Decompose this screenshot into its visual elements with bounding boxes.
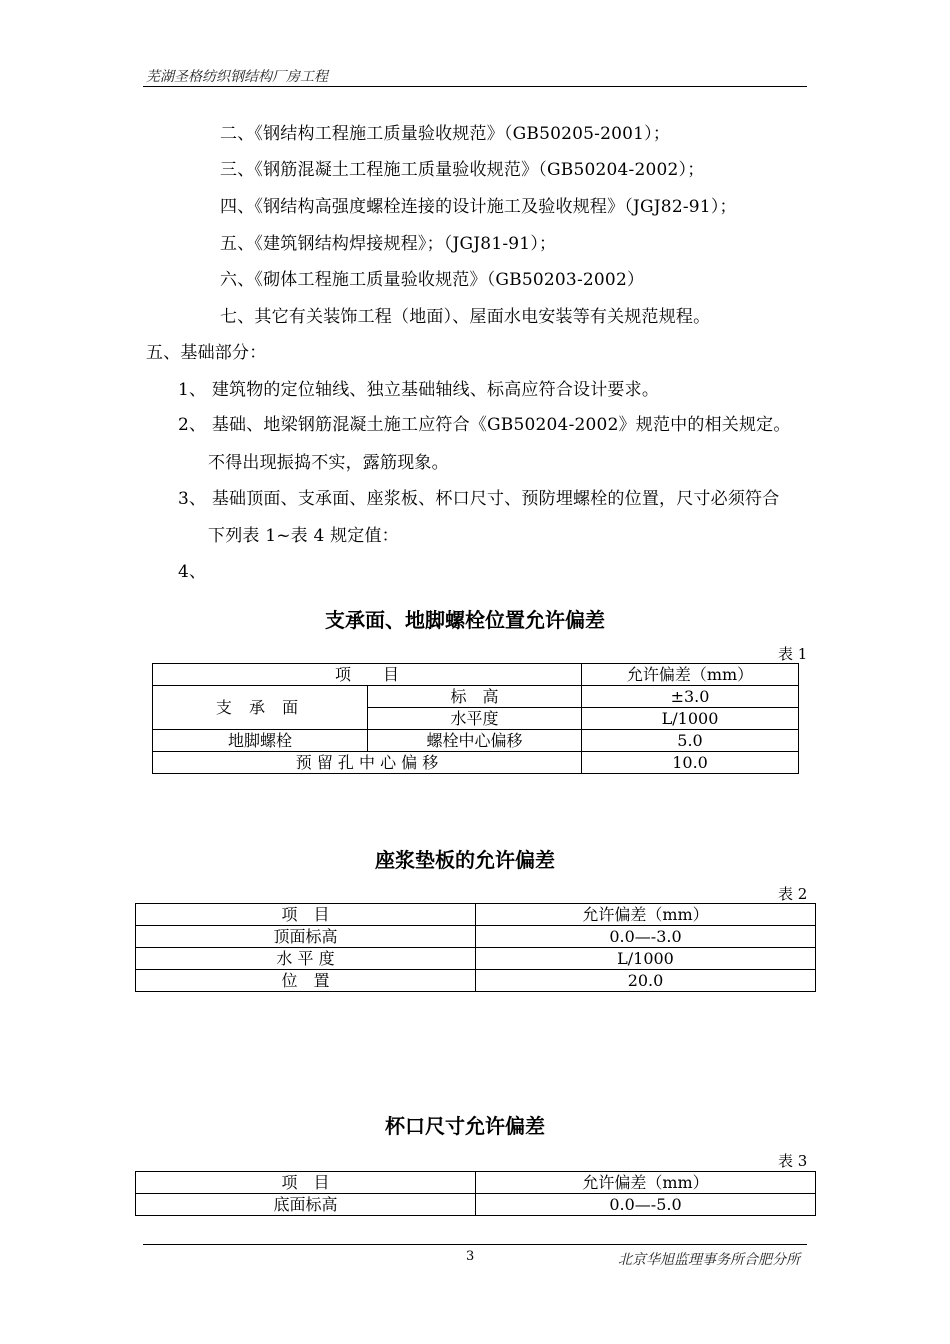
table1-header-value: 允许偏差（mm） [582,664,799,686]
table-cell-label: 水 平 度 [136,948,476,970]
footer-divider [143,1244,807,1245]
body-line-5: 六、《砌体工程施工质量验收规范》（GB50203-2002） [220,270,645,290]
body-item-4: 4、 [178,562,207,582]
table-cell-value: 0.0—-3.0 [476,926,816,948]
table-cell-label: 地脚螺栓 [153,730,368,752]
table2-header-item: 项 目 [136,904,476,926]
table1-header-item: 项 目 [153,664,582,686]
table-row [153,730,799,752]
table3-caption: 表 3 [778,1152,808,1170]
body-item-3: 3、 基础顶面、支承面、座浆板、杯口尺寸、预防埋螺栓的位置，尺寸必须符合 [178,489,780,509]
table3 [135,1171,816,1216]
footer-organization: 北京华旭监理事务所合肥分所 [618,1252,800,1268]
table-cell-value: L/1000 [582,708,799,730]
table-cell-label: 预 留 孔 中 心 偏 移 [153,752,582,774]
table-cell-value: 20.0 [476,970,816,992]
table3-header-item: 项 目 [136,1172,476,1194]
table-cell-sub: 标 高 [368,686,582,708]
table1-header-row [153,664,799,686]
table1 [152,663,799,774]
body-item-1: 1、 建筑物的定位轴线、独立基础轴线、标高应符合设计要求。 [178,380,660,400]
table2-caption: 表 2 [778,885,808,903]
table3-header-row [136,1172,816,1194]
table3-title: 杯口尺寸允许偏差 [385,1114,545,1138]
table1-group-label: 支 承 面 [153,686,368,730]
table-row [153,686,799,708]
table3-header-value: 允许偏差（mm） [476,1172,816,1194]
table-cell-sub: 水平度 [368,708,582,730]
header-divider [143,86,807,87]
body-item-3-cont: 下列表 1~表 4 规定值： [208,526,399,546]
table-cell-value: L/1000 [476,948,816,970]
body-item-2: 2、 基础、地梁钢筋混凝土施工应符合《GB50204-2002》规范中的相关规定。 [178,415,791,435]
table1-caption: 表 1 [778,645,808,663]
table-row [136,970,816,992]
table-cell-sub: 螺栓中心偏移 [368,730,582,752]
body-line-1: 二、《钢结构工程施工质量验收规范》（GB50205-2001）； [220,124,671,144]
table2-header-value: 允许偏差（mm） [476,904,816,926]
body-line-6: 七、其它有关装饰工程（地面）、屋面水电安装等有关规范规程。 [220,307,711,327]
page-number: 3 [466,1249,475,1264]
table-row [136,948,816,970]
section-heading-foundation: 五、基础部分： [146,343,267,363]
table-cell-label: 位 置 [136,970,476,992]
table2-title: 座浆垫板的允许偏差 [375,848,555,872]
table-row [136,926,816,948]
table-cell-label: 底面标高 [136,1194,476,1216]
table-cell-value: 10.0 [582,752,799,774]
header-project-name: 芜湖圣格纺织钢结构厂房工程 [146,69,328,85]
table-cell-value: ±3.0 [582,686,799,708]
table-cell-label: 顶面标高 [136,926,476,948]
table2-header-row [136,904,816,926]
body-item-2-cont: 不得出现振捣不实，露筋现象。 [208,453,449,473]
table-row [136,1194,816,1216]
table-row [153,752,799,774]
body-line-4: 五、《建筑钢结构焊接规程》；（JGJ81-91）； [220,234,557,254]
table2 [135,903,816,992]
body-line-2: 三、《钢筋混凝土工程施工质量验收规范》（GB50204-2002）； [220,160,705,180]
table-cell-value: 5.0 [582,730,799,752]
body-line-3: 四、《钢结构高强度螺栓连接的设计施工及验收规程》（JGJ82-91）； [220,197,737,217]
table1-title: 支承面、地脚螺栓位置允许偏差 [325,608,605,632]
table-cell-value: 0.0—-5.0 [476,1194,816,1216]
